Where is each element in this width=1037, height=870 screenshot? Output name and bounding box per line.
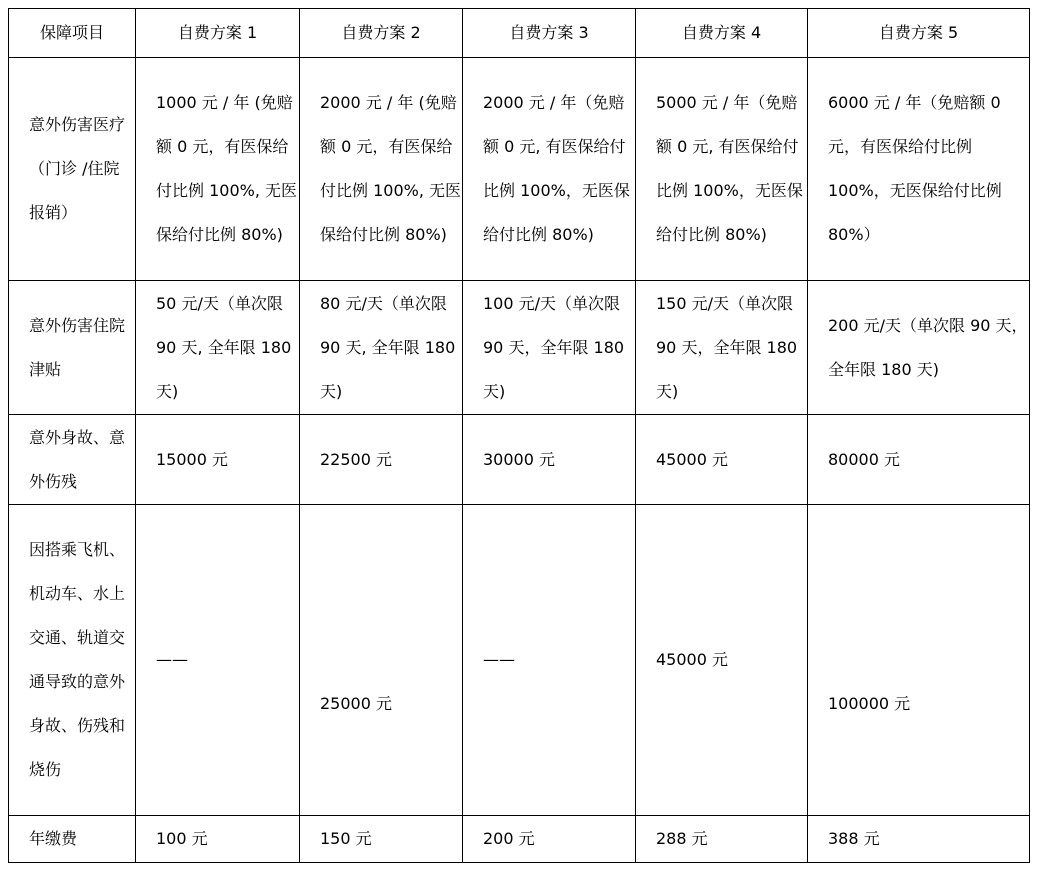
table-cell: 1000 元 / 年 (免赔额 0 元，有医保给付比例 100%, 无医保给付比例 80%): [136, 58, 300, 281]
insurance-plan-table: [8, 8, 1030, 863]
header-cell-plan-1: 自费方案 1: [136, 9, 300, 58]
table-cell: 50 元/天（单次限 90 天, 全年限 180 天): [136, 281, 300, 415]
table-cell: 45000 元: [636, 415, 808, 505]
table-cell: 80 元/天（单次限 90 天, 全年限 180 天): [300, 281, 463, 415]
table-cell: 2000 元 / 年（免赔额 0 元, 有医保给付比例 100%，无医保给付比例 80%): [463, 58, 636, 281]
table-row-accident-medical: [9, 58, 1030, 281]
table-cell: 150 元: [300, 816, 463, 863]
table-cell: 100 元/天（单次限 90 天，全年限 180 天): [463, 281, 636, 415]
header-cell-plan-3: 自费方案 3: [463, 9, 636, 58]
table-row-accidental-death: [9, 415, 1030, 505]
row-label-accidental-death: 意外身故、意外伤残: [9, 415, 136, 505]
table-cell: 45000 元: [636, 505, 808, 816]
table-cell: ——: [136, 505, 300, 816]
table-cell: 388 元: [808, 816, 1030, 863]
table-row-annual-fee: [9, 816, 1030, 863]
header-cell-plan-4: 自费方案 4: [636, 9, 808, 58]
table-cell: 25000 元: [300, 505, 463, 816]
header-cell-item: 保障项目: [9, 9, 136, 58]
table-cell: 200 元/天（单次限 90 天，全年限 180 天): [808, 281, 1030, 415]
table-cell: 200 元: [463, 816, 636, 863]
row-label-hospital-allowance: 意外伤害住院津贴: [9, 281, 136, 415]
table-cell: ——: [463, 505, 636, 816]
row-label-accident-medical: 意外伤害医疗（门诊 /住院报销）: [9, 58, 136, 281]
table-cell: 80000 元: [808, 415, 1030, 505]
row-label-transport-accident: 因搭乘飞机、机动车、水上交通、轨道交通导致的意外身故、伤残和烧伤: [9, 505, 136, 816]
table-header-row: [9, 9, 1030, 58]
table-cell: 2000 元 / 年 (免赔额 0 元，有医保给付比例 100%, 无医保给付比例 80%): [300, 58, 463, 281]
table-row-hospital-allowance: [9, 281, 1030, 415]
table-cell: 22500 元: [300, 415, 463, 505]
table-cell: 6000 元 / 年（免赔额 0 元，有医保给付比例 100%，无医保给付比例 80%）: [808, 58, 1030, 281]
table-cell: 5000 元 / 年（免赔额 0 元, 有医保给付比例 100%，无医保给付比例 80%): [636, 58, 808, 281]
header-cell-plan-2: 自费方案 2: [300, 9, 463, 58]
table-cell: 30000 元: [463, 415, 636, 505]
table-row-transport-accident: [9, 505, 1030, 816]
table-cell: 100 元: [136, 816, 300, 863]
table-cell: 15000 元: [136, 415, 300, 505]
header-cell-plan-5: 自费方案 5: [808, 9, 1030, 58]
row-label-annual-fee: 年缴费: [9, 816, 136, 863]
table-cell: 150 元/天（单次限 90 天，全年限 180 天): [636, 281, 808, 415]
table-cell: 100000 元: [808, 505, 1030, 816]
table-cell: 288 元: [636, 816, 808, 863]
